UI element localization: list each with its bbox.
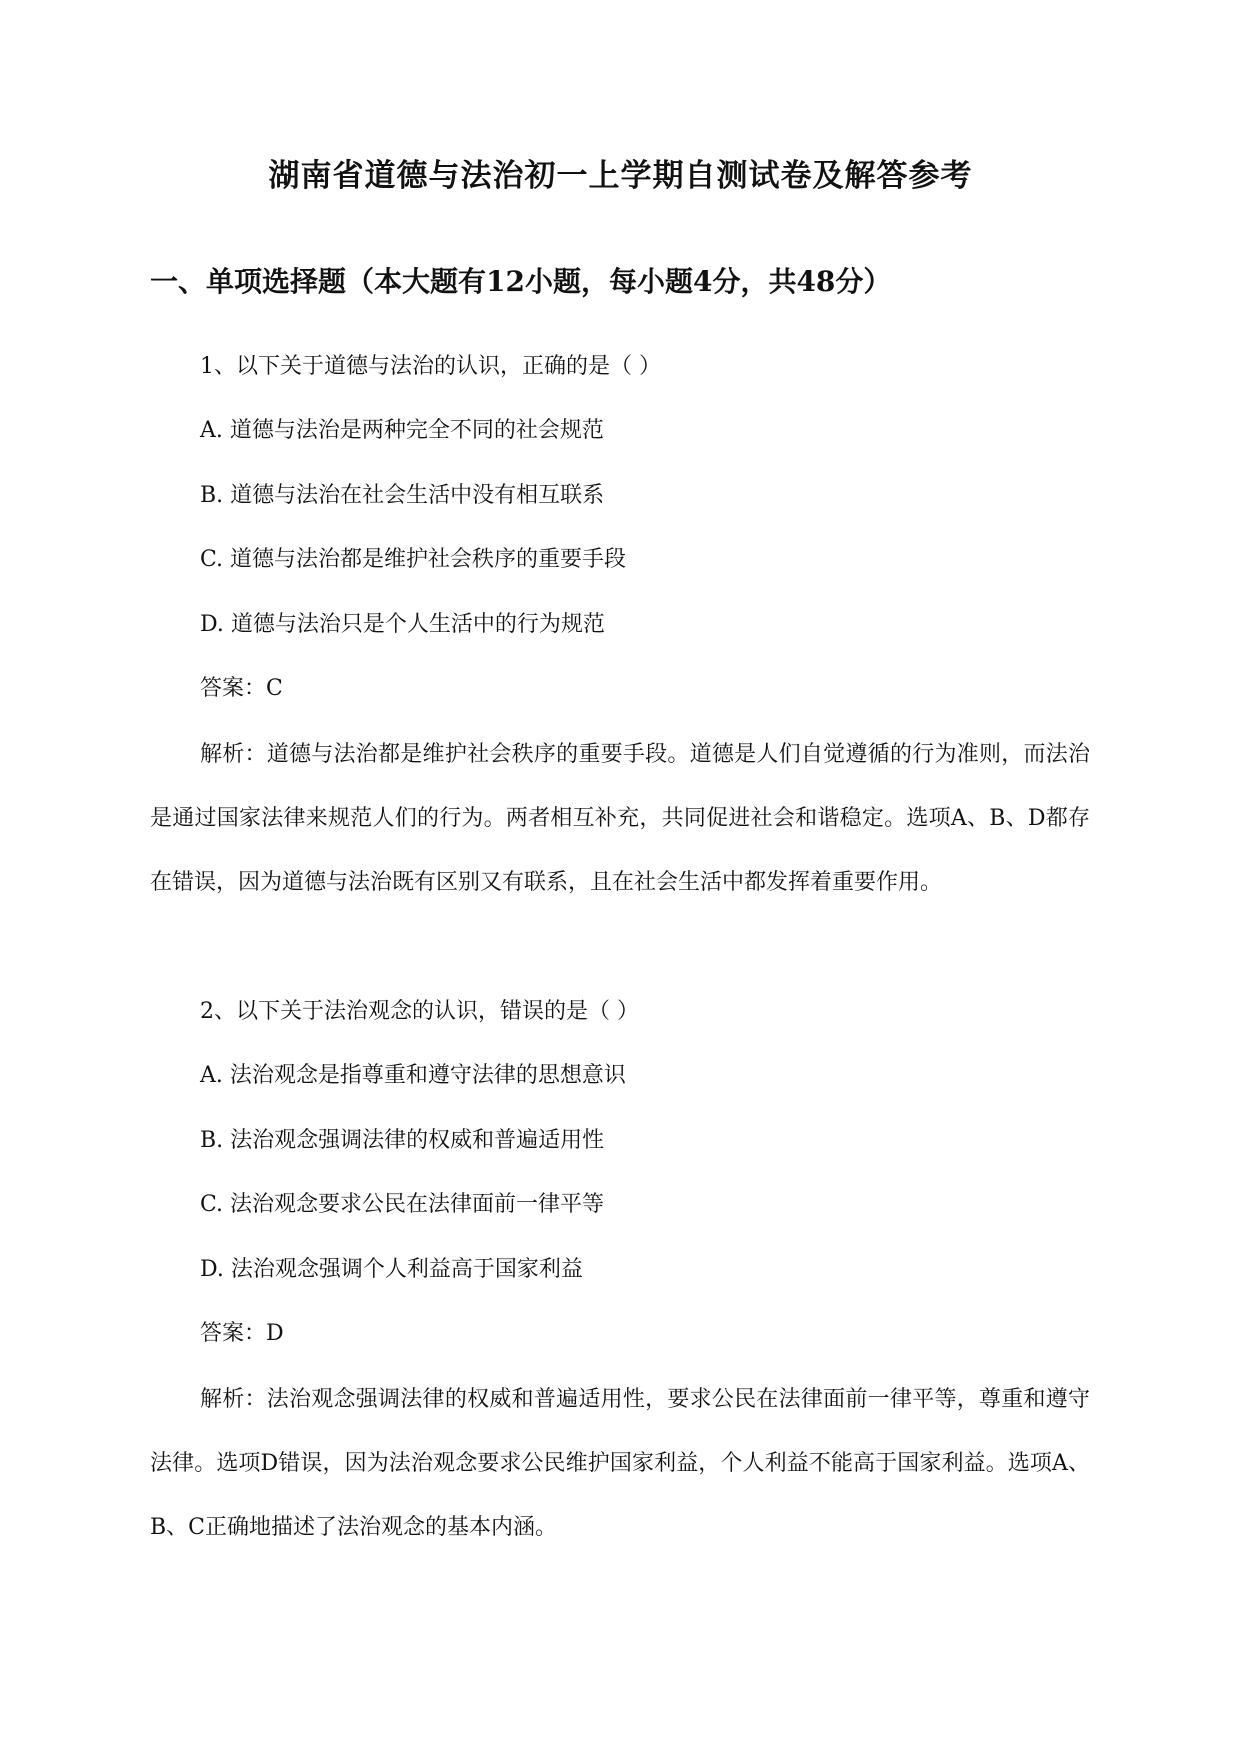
question-1-option-d: D. 道德与法治只是个人生活中的行为规范 (200, 612, 605, 637)
question-1-stem: 1、以下关于道德与法治的认识，正确的是（ ） (200, 354, 661, 379)
question-1-option-b: B. 道德与法治在社会生活中没有相互联系 (200, 483, 605, 508)
question-1-analysis: 解析：道德与法治都是维护社会秩序的重要手段。道德是人们自觉遵循的行为准则，而法治是通过国家法律来规范人们的行为。两者相互补充，共同促进社会和谐稳定。选项A、B、D都存在错误，因为道德与法治既有区别又有联系，且在社会生活中都发挥着重要作用。 (150, 742, 1090, 895)
question-1-answer: 答案：C (200, 676, 283, 701)
question-2-stem: 2、以下关于法治观念的认识，错误的是（ ） (200, 999, 639, 1024)
question-2-analysis: 解析：法治观念强调法律的权威和普遍适用性，要求公民在法律面前一律平等，尊重和遵守法律。选项D错误，因为法治观念要求公民维护国家利益，个人利益不能高于国家利益。选项A、B、C正确地描述了法治观念的基本内涵。 (150, 1387, 1090, 1540)
document-title: 湖南省道德与法治初一上学期自测试卷及解答参考 (268, 158, 973, 194)
question-1-option-c: C. 道德与法治都是维护社会秩序的重要手段 (200, 547, 627, 572)
question-2-option-d: D. 法治观念强调个人利益高于国家利益 (200, 1257, 583, 1282)
question-1-option-a: A. 道德与法治是两种完全不同的社会规范 (200, 418, 604, 443)
question-2-option-a: A. 法治观念是指尊重和遵守法律的思想意识 (200, 1063, 626, 1088)
question-2-option-b: B. 法治观念强调法律的权威和普遍适用性 (200, 1128, 605, 1153)
question-2-answer: 答案：D (200, 1321, 284, 1346)
section-heading: 一、单项选择题（本大题有12小题，每小题4分，共48分） (150, 265, 892, 298)
question-2-option-c: C. 法治观念要求公民在法律面前一律平等 (200, 1192, 605, 1217)
